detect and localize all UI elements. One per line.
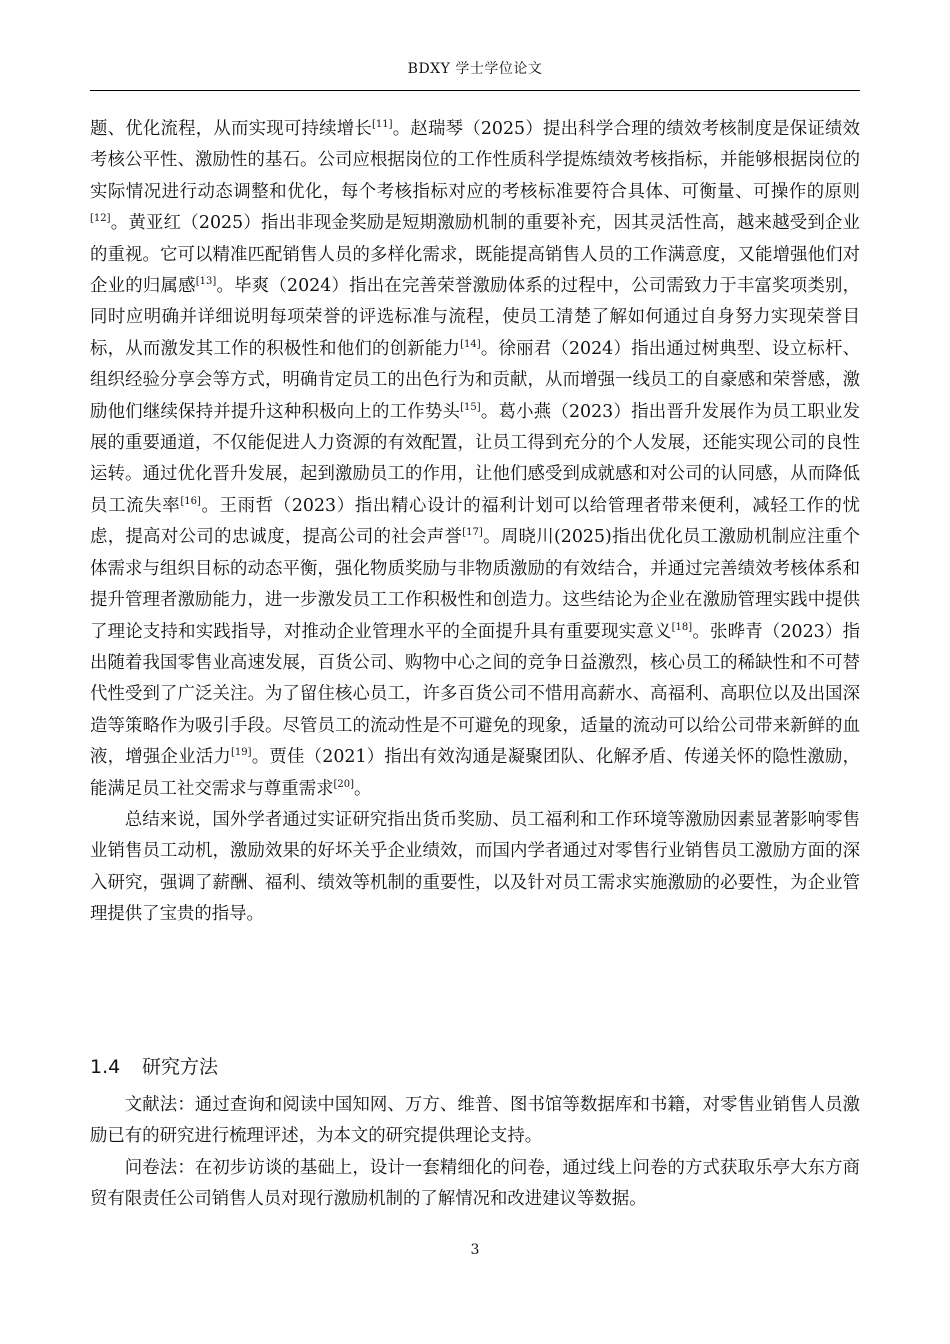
citation: [17] bbox=[462, 527, 483, 539]
text-run: 。毕爽（2024）指出在完善荣誉激励体系的过程中，公司需致力于丰富奖项类别，同时应明确并详细说明每项荣誉的评选标准与流程，使员工清楚了解如何通过自身努力实现荣誉目标，从而激发其工作的积极性和他们的创新能力 bbox=[90, 276, 860, 359]
text-run: 。贾佳（2021）指出有效沟通是凝聚团队、化解矛盾、传递关怀的隐性激励，能满足员工社交需求与尊重需求 bbox=[90, 747, 860, 799]
text-run: 。 bbox=[354, 778, 372, 799]
citation: [16] bbox=[180, 496, 201, 508]
text-run: 题、优化流程，从而实现可持续增长 bbox=[90, 119, 372, 139]
section-number: 1.4 bbox=[90, 1056, 121, 1078]
citation: [19] bbox=[231, 747, 252, 759]
section-title: 研究方法 bbox=[142, 1056, 219, 1078]
text-run: 。葛小燕（2023）指出晋升发展作为员工职业发展的重要通道，不仅能促进人力资源的有效配置，让员工得到充分的个人发展，还能实现公司的良性运转。通过优化晋升发展，起到激励员工的作用，让他们感受到成就感和对公司的认同感，从而降低员工流失率 bbox=[90, 401, 860, 516]
page-number: 3 bbox=[470, 1242, 480, 1258]
body-text bbox=[90, 114, 860, 931]
section-heading bbox=[90, 1052, 218, 1079]
paragraph-questionnaire-method: 问卷法：在初步访谈的基础上，设计一套精细化的问卷，通过线上问卷的方式获取乐亭大东方商贸有限责任公司销售人员对现行激励机制的了解情况和改进建议等数据。 bbox=[90, 1157, 860, 1210]
paragraph-summary: 总结来说，国外学者通过实证研究指出货币奖励、员工福利和工作环境等激励因素显著影响零售业销售员工动机，激励效果的好坏关乎企业绩效，而国内学者通过对零售行业销售员工激励方面的深入研究，强调了薪酬、福利、绩效等机制的重要性，以及针对员工需求实施激励的必要性，为企业管理提供了宝贵的指导。 bbox=[90, 809, 860, 925]
text-run: 。赵瑞琴（2025）提出科学合理的绩效考核制度是保证绩效考核公平性、激励性的基石。公司应根据岗位的工作性质科学提炼绩效考核指标，并能够根据岗位的实际情况进行动态调整和优化，每个考核指标对应的考核标准要符合具体、可衡量、可操作的原则 bbox=[90, 119, 860, 202]
text-run: 。黄亚红（2025）指出非现金奖励是短期激励机制的重要补充，因其灵活性高，越来越受到企业的重视。它可以精准匹配销售人员的多样化需求，既能提高销售人员的工作满意度，又能增强他们对企业的归属感 bbox=[90, 213, 860, 297]
citation: [13] bbox=[195, 276, 217, 288]
header-rule bbox=[90, 90, 860, 91]
text-run: 。张晔青（2023）指出随着我国零售业高速发展，百货公司、购物中心之间的竞争日益激烈，核心员工的稀缺性和不可替代性受到了广泛关注。为了留住核心员工，许多百货公司不惜用高薪水、高福利、高职位以及出国深造等策略作为吸引手段。尽管员工的流动性是不可避免的现象，适量的流动可以给公司带来新鲜的血液，增强企业活力 bbox=[90, 621, 860, 768]
methods-text bbox=[90, 1090, 860, 1216]
paragraph-literature-review bbox=[90, 114, 860, 805]
citation: [18] bbox=[671, 621, 693, 633]
text-run: 。周晓川(2025)指出优化员工激励机制应注重个体需求与组织目标的动态平衡，强化物质奖励与非物质激励的有效结合，并通过完善绩效考核体系和提升管理者激励能力，进一步激发员工工作积极性和创造力。这些结论为企业在激励管理实践中提供了理论支持和实践指导，对推动企业管理水平的全面提升具有重要现实意义 bbox=[90, 527, 860, 642]
citation: [11] bbox=[371, 119, 393, 131]
citation: [20] bbox=[333, 778, 355, 790]
citation: [15] bbox=[460, 401, 481, 413]
text-run: 。徐丽君（2024）指出通过树典型、设立标杆、组织经验分享会等方式，明确肯定员工的出色行为和贡献，从而增强一线员工的自豪感和荣誉感，激励他们继续保持并提升这种积极向上的工作势头 bbox=[90, 338, 860, 422]
citation: [14] bbox=[460, 339, 481, 351]
running-header: BDXY 学士学位论文 bbox=[407, 61, 543, 77]
text-run: 。王雨哲（2023）指出精心设计的福利计划可以给管理者带来便利，减轻工作的忧虑，提高对公司的忠诚度，提高公司的社会声誉 bbox=[90, 495, 860, 548]
paragraph-literature-method: 文献法：通过查询和阅读中国知网、万方、维普、图书馆等数据库和书籍，对零售业销售人员激励已有的研究进行梳理评述，为本文的研究提供理论支持。 bbox=[90, 1095, 860, 1147]
citation: [12] bbox=[90, 213, 111, 225]
